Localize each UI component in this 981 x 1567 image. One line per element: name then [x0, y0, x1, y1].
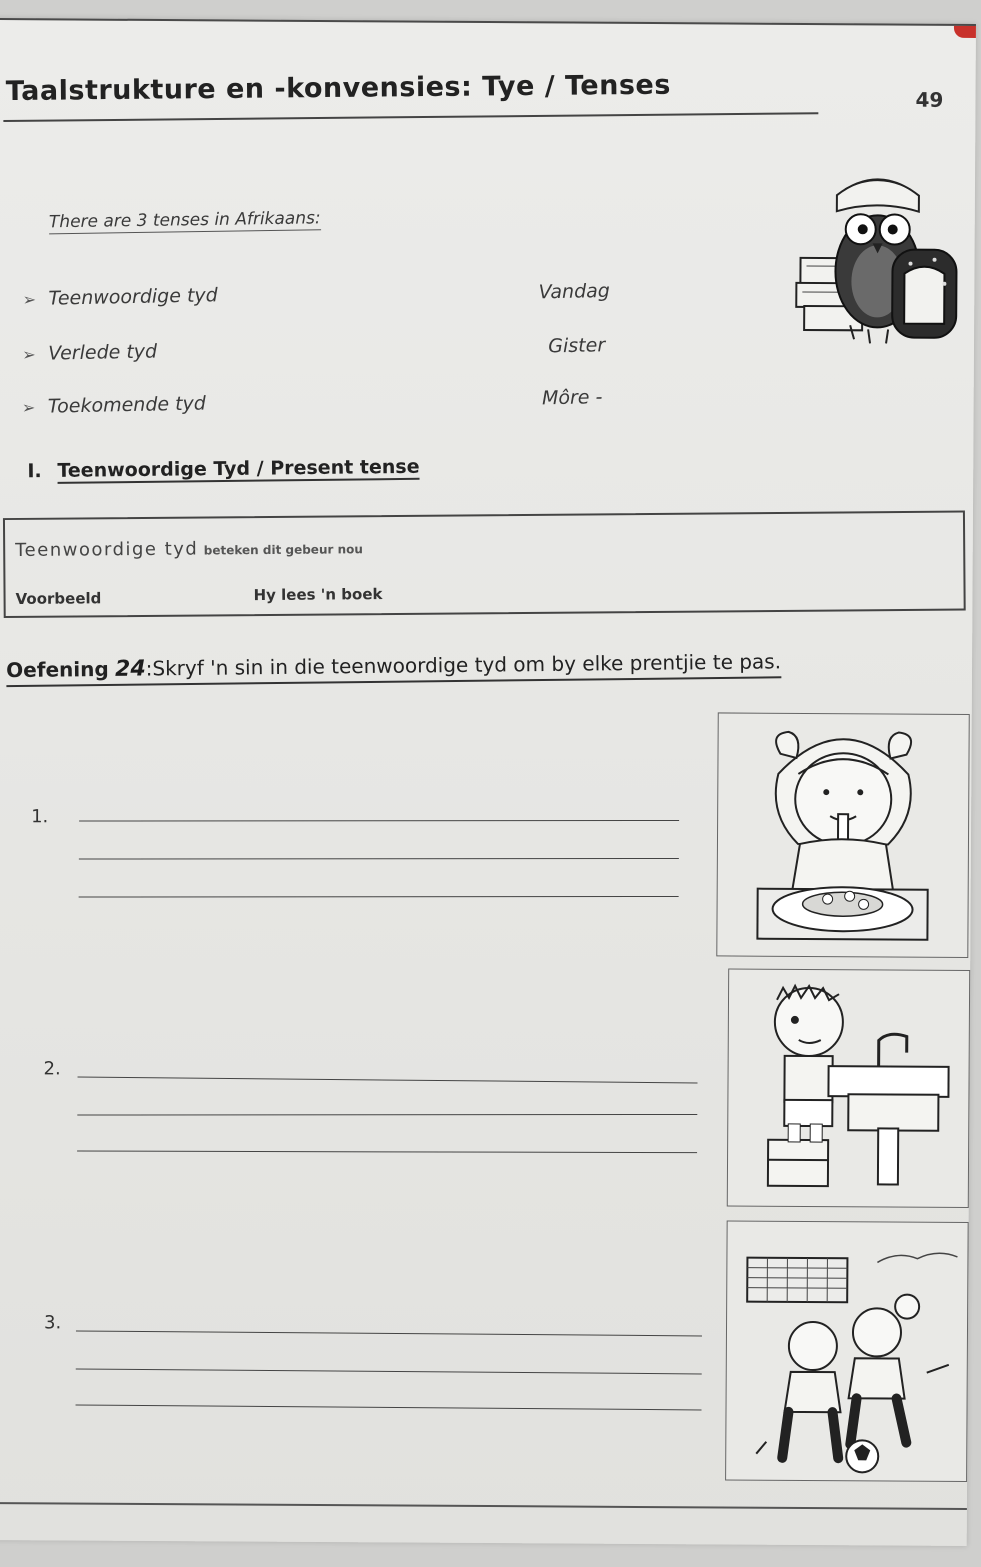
tense-item-present	[22, 284, 218, 310]
item-number: 2.	[43, 1058, 61, 1080]
bottom-border	[0, 1502, 967, 1510]
answer-line[interactable]	[76, 1405, 702, 1411]
example-sentence: Hy lees 'n boek	[253, 585, 383, 605]
exercise-text: :Skryf 'n sin in die teenwoordige tyd om by elke prentjie te pas.	[145, 649, 782, 681]
page-title: Taalstrukture en -konvensies: Tye / Tenses	[5, 69, 671, 108]
tense-word-yesterday: Gister	[548, 334, 606, 358]
owl-with-books-icon	[792, 163, 963, 349]
boy-washing-hands-icon	[728, 970, 969, 1207]
answer-line[interactable]	[76, 1331, 702, 1337]
worksheet-page	[0, 18, 976, 1546]
title-underline	[3, 112, 818, 122]
answer-line[interactable]	[77, 1151, 697, 1154]
boys-playing-soccer-icon	[726, 1222, 968, 1481]
arrow-bullet-icon: ➢	[21, 397, 36, 418]
exercise-lead: Oefening	[6, 656, 109, 683]
picture-frame-3	[725, 1220, 969, 1481]
definition-line	[15, 537, 363, 561]
tense-item-future	[22, 392, 206, 418]
exercise-number: 24	[114, 656, 146, 682]
section-number: I.	[27, 460, 42, 483]
answer-line[interactable]	[79, 820, 679, 822]
page-number: 49	[915, 87, 944, 112]
tense-name: Toekomende tyd	[47, 392, 207, 418]
picture-frame-1	[716, 712, 969, 958]
answer-line[interactable]	[79, 858, 679, 860]
tense-item-past	[22, 340, 157, 365]
intro-heading: There are 3 tenses in Afrikaans:	[48, 208, 321, 233]
section-heading	[27, 456, 419, 482]
example-label: Voorbeeld	[15, 589, 102, 608]
girl-eating-icon	[717, 713, 968, 957]
section-title: Teenwoordige Tyd / Present tense	[57, 455, 420, 482]
corner-tab	[954, 26, 976, 38]
tense-word-today: Vandag	[538, 279, 611, 304]
exercise-instruction	[6, 649, 781, 687]
tense-word-tomorrow: Môre -	[541, 386, 603, 410]
tense-name: Teenwoordige tyd	[48, 284, 218, 310]
tense-name: Verlede tyd	[48, 340, 158, 365]
picture-frame-2	[727, 969, 970, 1208]
answer-line[interactable]	[76, 1369, 702, 1375]
answer-line[interactable]	[78, 1077, 698, 1084]
definition-box	[3, 511, 966, 619]
answer-line[interactable]	[79, 896, 679, 898]
arrow-bullet-icon: ➢	[22, 344, 36, 365]
item-number: 1.	[31, 806, 49, 828]
arrow-bullet-icon: ➢	[22, 289, 37, 310]
answer-line[interactable]	[77, 1114, 697, 1116]
definition-meaning: beteken dit gebeur nou	[203, 542, 363, 558]
definition-term: Teenwoordige tyd	[15, 538, 199, 561]
item-number: 3.	[43, 1312, 62, 1334]
